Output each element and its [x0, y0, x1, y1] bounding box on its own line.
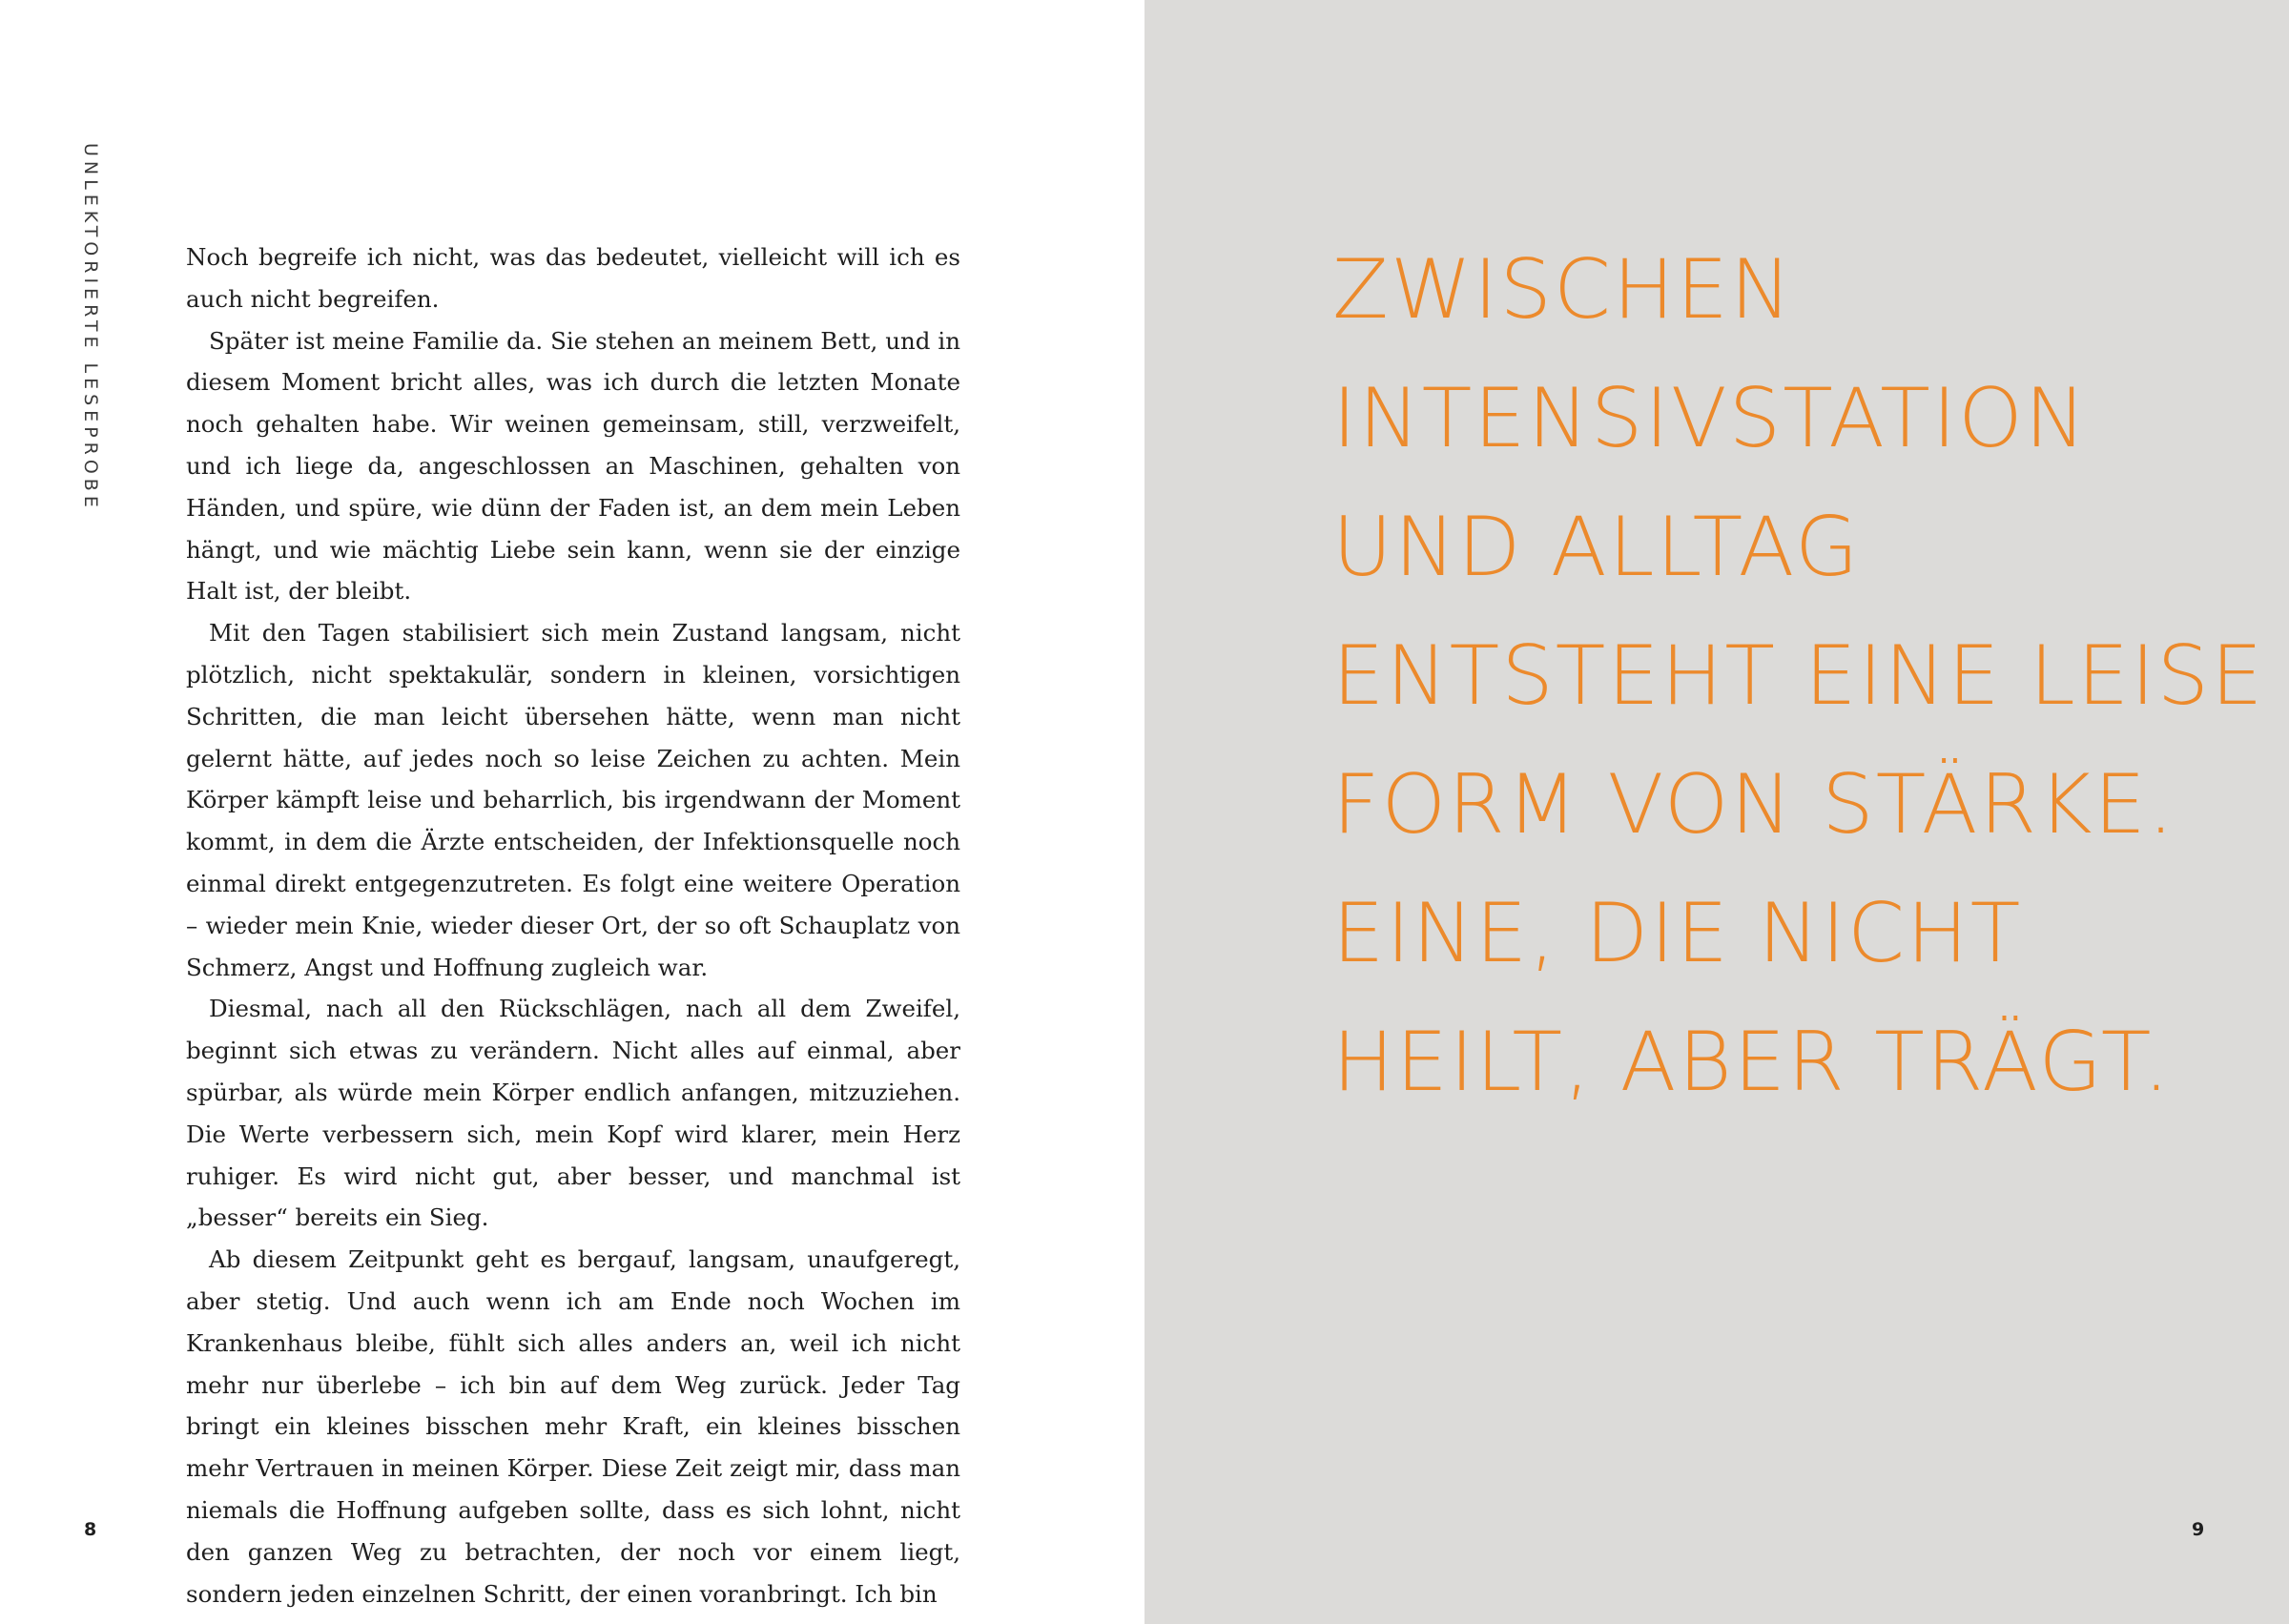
body-paragraph-5: Ab diesem Zeitpunkt geht es bergauf, langsam, unaufgeregt, aber stetig. Und auch wenn ich am Ende noch Wochen im Krankenhaus bleibe, fühlt sich alles anders an, weil ich nicht mehr nur überlebe – ich bin auf dem Weg zurück. Jeder Tag bringt ein kleines bisschen mehr Kraft, ein kleines bisschen mehr Vertrauen in meinen Körper. Diese Zeit zeigt mir, dass man niemals die Hoffnung aufgeben sollte, dass es sich lohnt, nicht den ganzen Weg zu betrachten, der noch vor einem liegt, sondern jeden einzelnen Schritt, der einen voranbringt. Ich bin [186, 1245, 960, 1608]
body-paragraph-2: Später ist meine Familie da. Sie stehen an meinem Bett, und in diesem Moment bricht alles, was ich durch die letzten Monate noch gehalten habe. Wir weinen gemeinsam, still, verzweifelt, und ich liege da, angeschlossen an Maschinen, gehalten von Händen, und spüre, wie dünn der Faden ist, an dem mein Leben hängt, und wie mächtig Liebe sein kann, wenn sie der einzige Halt ist, der bleibt. [186, 326, 960, 606]
page-number-left: 8 [84, 1519, 97, 1540]
body-paragraph-3: Mit den Tagen stabilisiert sich mein Zustand langsam, nicht plötzlich, nicht spektakulär, sondern in kleinen, vorsichtigen Schritten, die man leicht übersehen hätte, wenn man nicht gelernt hätte, auf jedes noch so leise Zeichen zu achten. Mein Körper kämpft leise und beharrlich, bis irgendwann der Moment kommt, in dem die Ärzte entscheiden, der Infektionsquelle noch einmal direkt entgegenzutreten. Es folgt eine weitere Operation – wieder mein Knie, wieder dieser Ort, der so oft Schauplatz von Schmerz, Angst und Hoffnung zugleich war. [186, 619, 960, 981]
running-head: UNLEKTORIERTE LESEPROBE [80, 143, 101, 512]
pull-quote-line: UND ALLTAG [1332, 500, 1861, 595]
body-text [186, 236, 960, 1614]
body-paragraph-1: Noch begreife ich nicht, was das bedeutet, vielleicht will ich es auch nicht begreifen. [186, 243, 960, 313]
pull-quote-line: ZWISCHEN [1332, 242, 1794, 338]
left-page [0, 0, 1144, 1624]
pull-quote-line: HEILT, ABER TRÄGT. [1332, 1015, 2172, 1110]
pull-quote [1332, 226, 2265, 1127]
pull-quote-line: EINE, DIE NICHT [1332, 886, 2023, 981]
pull-quote-line: ENTSTEHT EINE LEISE [1332, 628, 2265, 724]
body-paragraph-4: Diesmal, nach all den Rückschlägen, nach all dem Zweifel, beginnt sich etwas zu verändern. Nicht alles auf einmal, aber spürbar, als würde mein Körper endlich anfangen, mitzuziehen. Die Werte verbessern sich, mein Kopf wird klarer, mein Herz ruhiger. Es wird nicht gut, aber besser, und manchmal ist „besser“ bereits ein Sieg. [186, 995, 960, 1232]
page-number-right: 9 [2192, 1519, 2205, 1540]
pull-quote-line: FORM VON STÄRKE. [1332, 757, 2176, 853]
pull-quote-line: INTENSIVSTATION [1332, 371, 2089, 466]
